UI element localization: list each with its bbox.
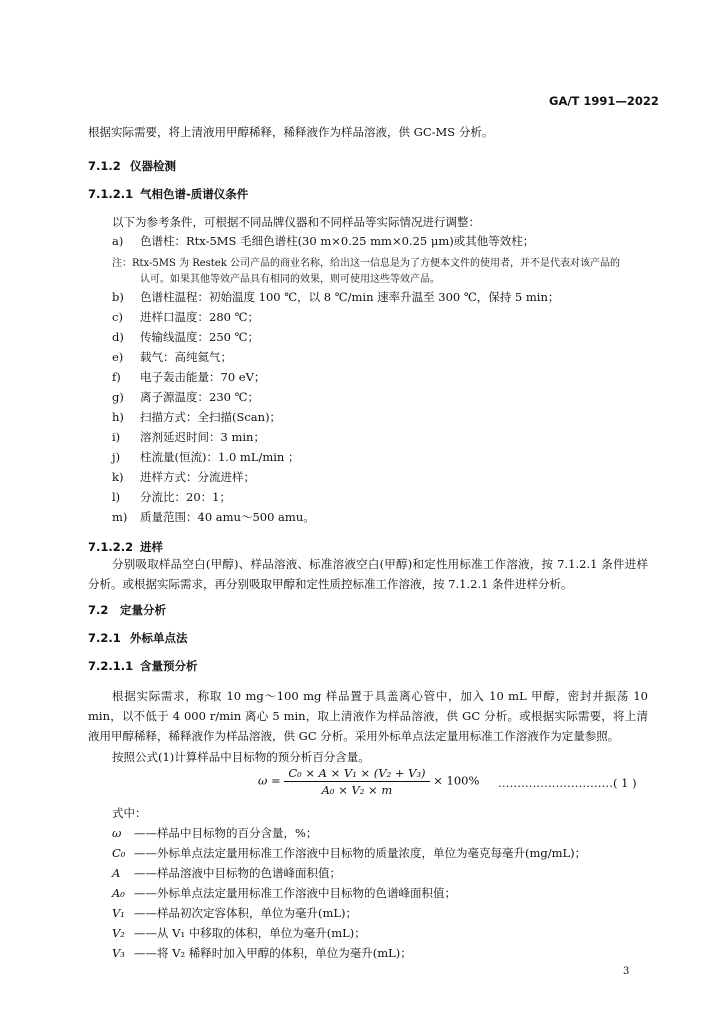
section-title: 进样 [140, 540, 163, 554]
section-number: 7.2.1 [88, 631, 121, 645]
note-line-1: 注：Rtx-5MS 为 Restek 公司产品的商业名称，给出这一信息是为了方便本文件的使用者，并不是代表对该产品的 [112, 258, 620, 269]
conditions-intro: 以下为参考条件，可根据不同品牌仪器和不同样品等实际情况进行调整： [112, 215, 480, 229]
item-label: l) [112, 490, 121, 504]
condition-item-h [112, 409, 281, 425]
item-text: 溶剂延迟时间：3 min； [140, 430, 265, 444]
note-line-2: 认可。如果其他等效产品具有相同的效果，则可使用这些等效产品。 [140, 274, 440, 285]
section-7-2-1-1-heading [88, 658, 198, 674]
intro-line: 根据实际需要，将上清液用甲醇稀释，稀释液作为样品溶液，供 GC-MS 分析。 [88, 125, 494, 139]
item-text: 进样口温度：280 ℃； [140, 310, 259, 324]
item-text: 电子轰击能量：70 eV； [140, 370, 266, 384]
variable-description: ——外标单点法定量用标准工作溶液中目标物的质量浓度，单位为毫克每毫升(mg/mL)； [134, 846, 587, 860]
variable-v2 [112, 925, 366, 941]
condition-item-l [112, 489, 231, 505]
variable-description: ——从 V₁ 中移取的体积，单位为毫升(mL)； [134, 926, 366, 940]
condition-item-g [112, 389, 259, 405]
item-label: m) [112, 510, 128, 524]
item-label: b) [112, 290, 124, 304]
section-7-1-2-2-paragraph: 分别吸取样品空白(甲醇)、样品溶液、标准溶液空白(甲醇)和定性用标准工作溶液，按 7.1.2.1 条件进样分析。或根据实际需求，再分别吸取甲醇和定性质控标准工作溶液，按 7.1.2.1 条件进样分析。 [88, 557, 648, 591]
item-text: 质量范围：40 amu～500 amu。 [140, 510, 315, 524]
section-title: 含量预分析 [140, 659, 198, 673]
section-7-1-2-1-heading [88, 186, 248, 202]
item-label: g) [112, 390, 124, 404]
formula-denominator: A₀ × V₂ × m [321, 783, 393, 797]
section-7-1-2-2-heading [88, 539, 163, 555]
section-number: 7.2 [88, 603, 109, 617]
item-label: j) [112, 450, 121, 464]
condition-item-m [112, 509, 315, 525]
variable-v1 [112, 905, 357, 921]
formula-intro: 按照公式(1)计算样品中目标物的预分析百分含量。 [112, 750, 370, 764]
section-7-2-1-heading [88, 630, 188, 646]
variable-description: ——样品初次定容体积，单位为毫升(mL)； [134, 906, 358, 920]
section-7-2-heading [88, 602, 166, 618]
page-number: 3 [623, 966, 630, 977]
formula-1 [258, 766, 479, 797]
item-text: 色谱柱：Rtx-5MS 毛细色谱柱(30 m×0.25 mm×0.25 μm)或其他等效柱； [140, 234, 535, 248]
condition-item-a [112, 233, 534, 249]
item-text: 扫描方式：全扫描(Scan)； [140, 410, 282, 424]
item-label: i) [112, 430, 121, 444]
section-title: 仪器检测 [130, 159, 176, 173]
section-number: 7.1.2.1 [88, 187, 134, 201]
item-label: k) [112, 470, 124, 484]
section-title: 外标单点法 [130, 631, 188, 645]
standard-code: GA/T 1991—2022 [549, 94, 659, 108]
condition-item-c [112, 309, 259, 325]
variable-description: ——外标单点法定量用标准工作溶液中目标物的色谱峰面积值； [134, 886, 456, 900]
section-number: 7.1.2 [88, 159, 121, 173]
variable-v3 [112, 945, 412, 961]
section-title: 气相色谱-质谱仪条件 [140, 187, 249, 201]
condition-item-f [112, 369, 265, 385]
variable-c0 [112, 845, 586, 861]
section-title: 定量分析 [120, 603, 166, 617]
item-label: c) [112, 310, 123, 324]
item-text: 传输线温度：250 ℃； [140, 330, 259, 344]
formula-numerator: C₀ × A × V₁ × (V₂ + V₃) [284, 766, 429, 782]
item-label: a) [112, 234, 124, 248]
variable-symbol: A [112, 866, 121, 880]
condition-item-e [112, 349, 232, 365]
condition-item-i [112, 429, 265, 445]
item-text: 柱流量(恒流)：1.0 mL/min ； [140, 450, 300, 464]
variable-description: ——样品溶液中目标物的色谱峰面积值； [134, 866, 341, 880]
condition-item-b [112, 289, 559, 305]
section-number: 7.2.1.1 [88, 659, 134, 673]
item-text: 载气：高纯氦气； [140, 350, 232, 364]
variable-symbol: V₁ [112, 906, 125, 920]
item-label: d) [112, 330, 124, 344]
formula-fraction [284, 766, 429, 797]
formula-suffix: × 100% [433, 773, 480, 788]
where-label: 式中： [112, 806, 147, 820]
variable-omega [112, 825, 317, 841]
section-7-2-1-1-paragraph: 根据实际需求，称取 10 mg～100 mg 样品置于具盖离心管中，加入 10 mL 甲醇，密封并振荡 10 min，以不低于 4 000 r/min 离心 5 min，取上清液作为样品溶液，供 GC 分析。或根据实际需要，将上清液用甲醇稀释，稀释液作为样品溶液，供 GC 分析。采用外标单点法定量用标准工作溶液作为定量参照。 [88, 689, 648, 743]
formula-number: …………………………( 1 ) [498, 776, 637, 790]
item-label: f) [112, 370, 121, 384]
section-number: 7.1.2.2 [88, 540, 134, 554]
item-text: 分流比：20：1； [140, 490, 231, 504]
condition-item-k [112, 469, 255, 485]
variable-symbol: V₃ [112, 946, 125, 960]
formula-lhs: ω = [258, 773, 281, 788]
variable-symbol: ω [112, 826, 122, 840]
item-label: e) [112, 350, 124, 364]
condition-item-j [112, 449, 299, 465]
item-text: 进样方式：分流进样； [140, 470, 255, 484]
variable-description: ——样品中目标物的百分含量，%； [134, 826, 318, 840]
item-text: 离子源温度：230 ℃； [140, 390, 259, 404]
variable-description: ——将 V₂ 稀释时加入甲醇的体积，单位为毫升(mL)； [134, 946, 412, 960]
variable-a0 [112, 885, 456, 901]
item-label: h) [112, 410, 124, 424]
section-7-1-2-heading [88, 158, 176, 174]
item-text: 色谱柱温程：初始温度 100 ℃，以 8 ℃/min 速率升温至 300 ℃，保持 5 min； [140, 290, 560, 304]
condition-item-d [112, 329, 259, 345]
variable-symbol: V₂ [112, 926, 125, 940]
variable-symbol: A₀ [112, 886, 125, 900]
variable-symbol: C₀ [112, 846, 126, 860]
variable-a [112, 865, 341, 881]
